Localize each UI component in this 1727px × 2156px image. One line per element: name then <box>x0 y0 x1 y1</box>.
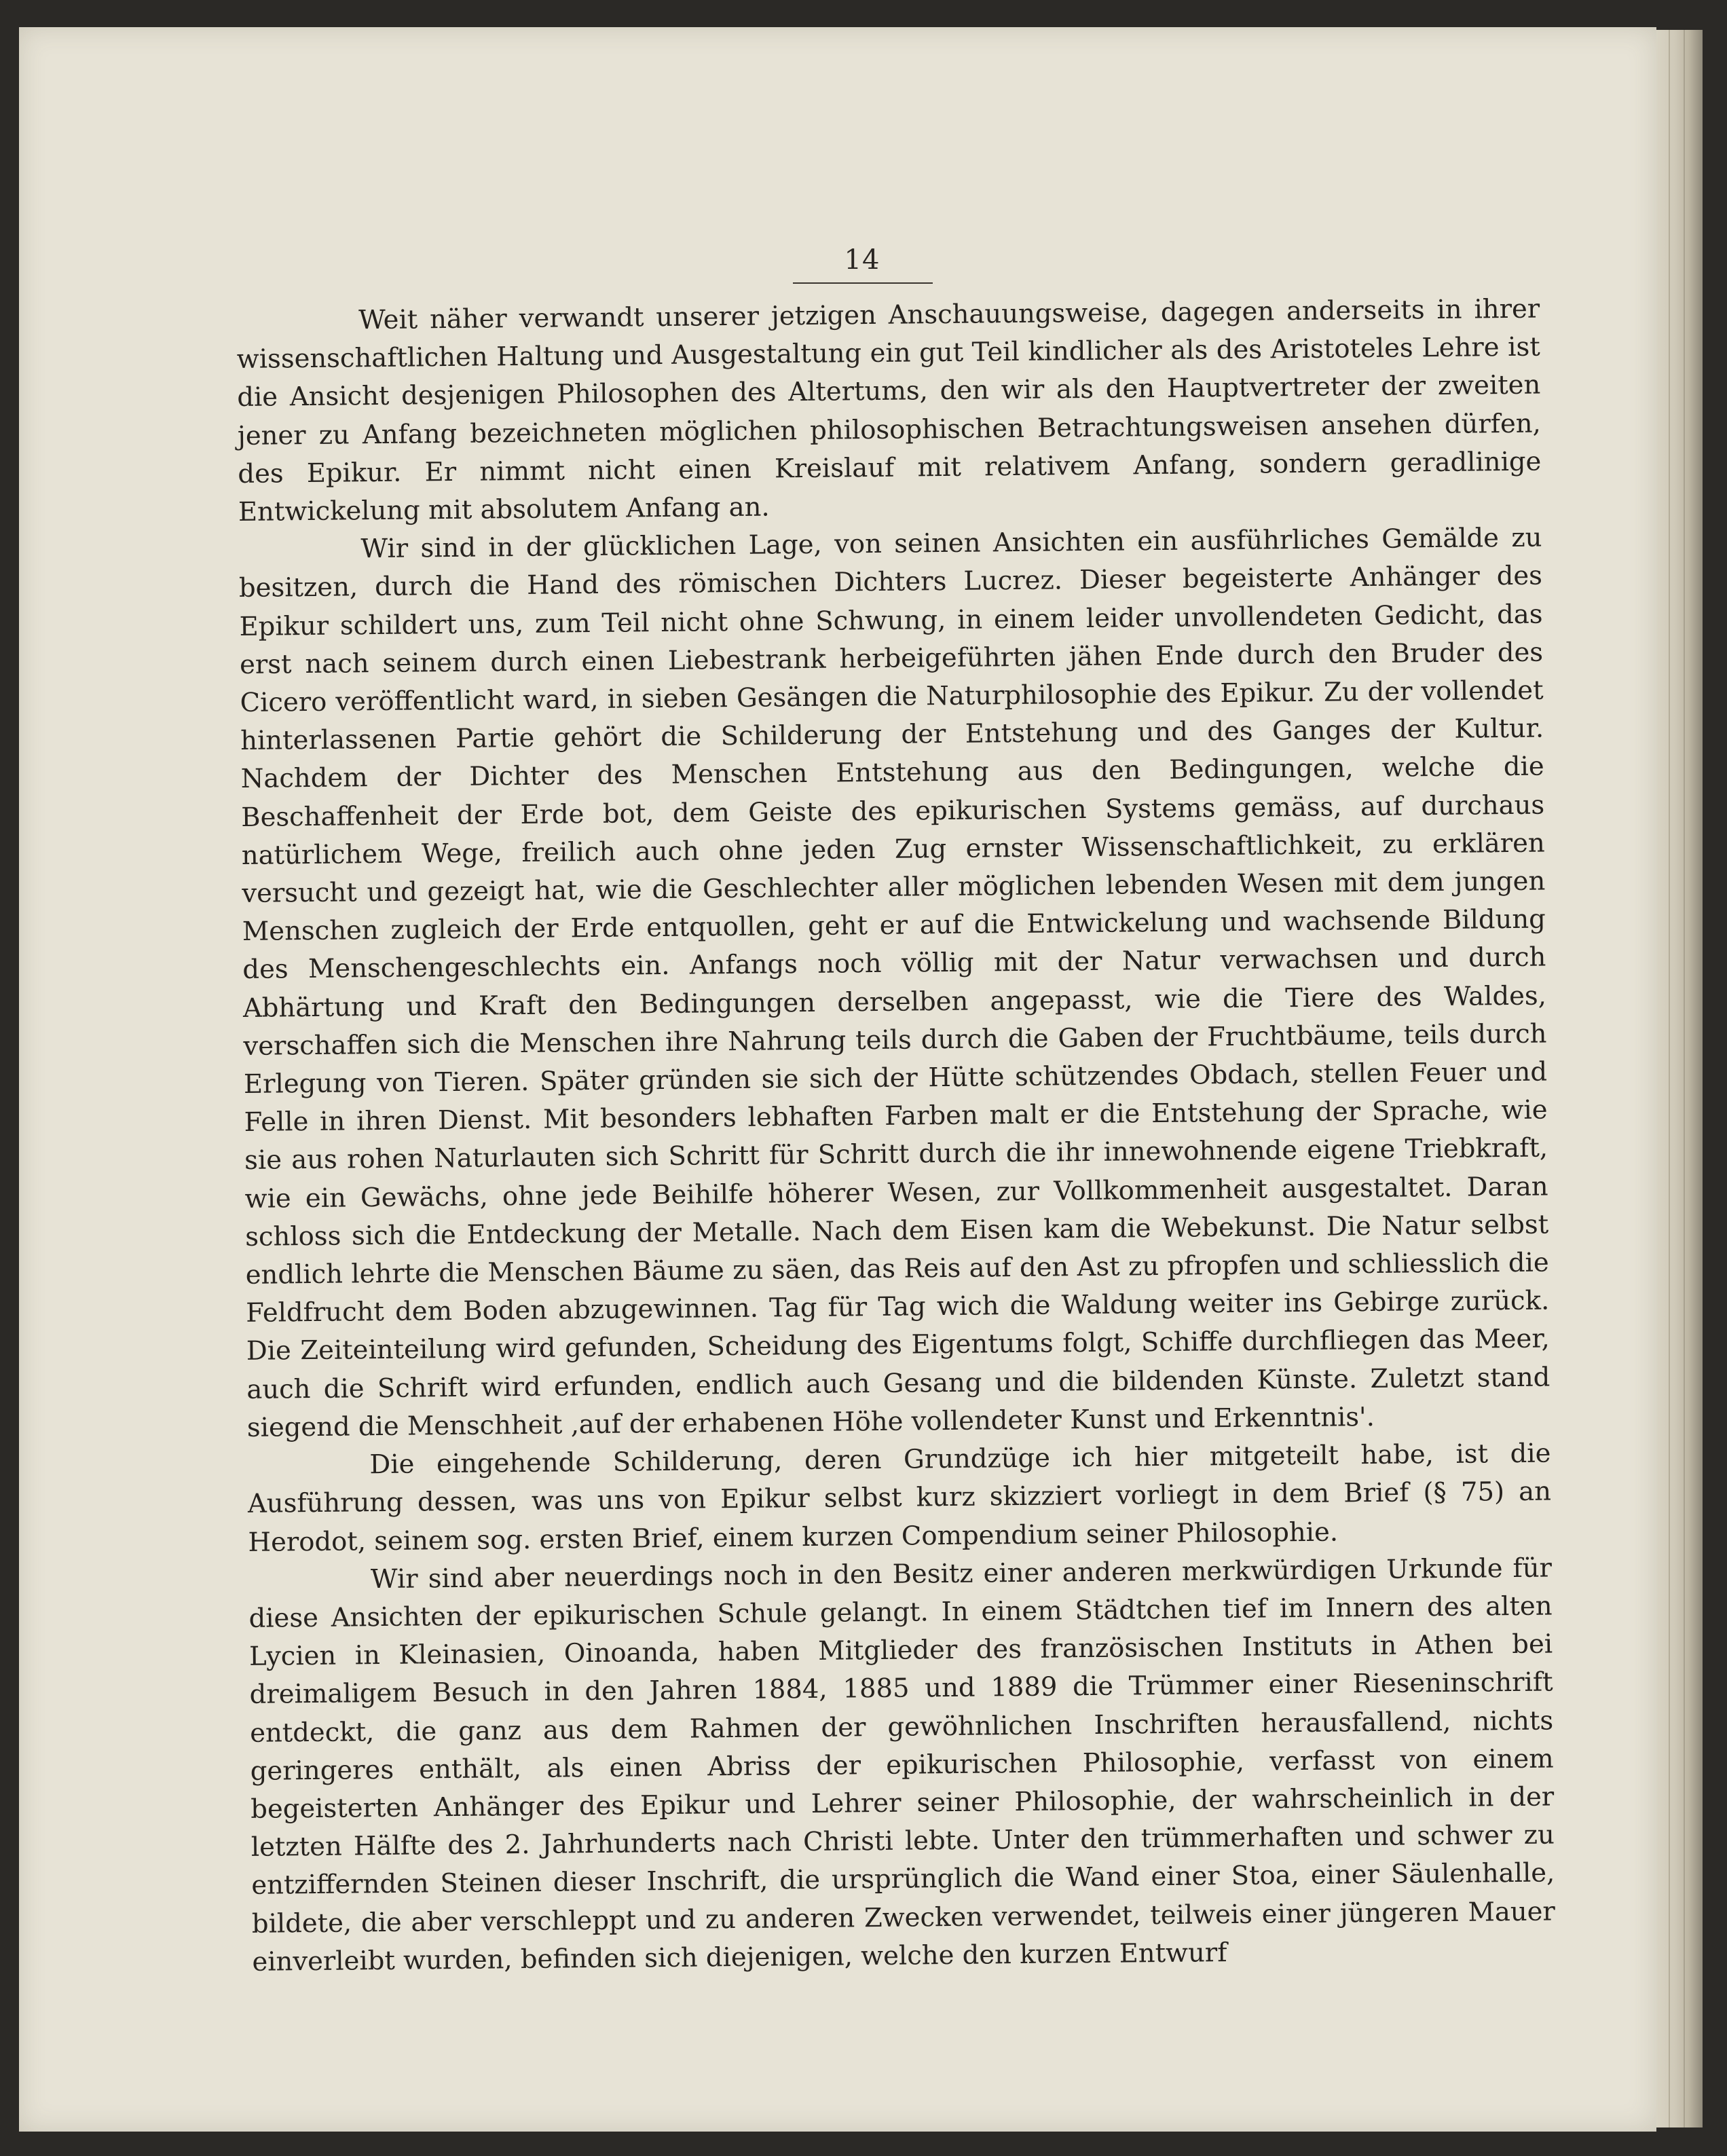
page-number: 14 <box>844 244 880 276</box>
paragraph: Die eingehende Schilderung, deren Grundzüge ich hier mitgeteilt habe, ist die Ausführung dessen, was uns von Epikur selbst kurz skizziert vorliegt in dem Brief (§ 75) an Herodot, seinem sog. ersten Brief, einem kurzen Compendium seiner Philosophie. <box>247 1438 1552 1558</box>
paragraph: Wir sind in der glücklichen Lage, von seinen Ansichten ein ausführliches Gemälde zu besitzen, durch die Hand des römischen Dichters Lucrez. Dieser begeisterte Anhänger des Epikur schildert uns, zum Teil nicht ohne Schwung, in einem leider unvollendeten Gedicht, das erst nach seinem durch einen Liebestrank herbeigeführten jähen Ende durch den Bruder des Cicero veröffentlicht ward, in sieben Gesängen die Naturphilosophie des Epikur. Zu der vollendet hinterlassenen Partie gehört die Schilderung der Entstehung und des Ganges der Kultur. Nachdem der Dichter des Menschen Entstehung aus den Bedingungen, welche die Beschaffenheit der Erde bot, dem Geiste des epikurischen Systems gemäss, auf durchaus natürlichem Wege, freilich auch ohne jeden Zug ernster Wissenschaftlichkeit, zu erklären versucht und gezeigt hat, wie die Geschlechter aller möglichen lebenden Wesen mit dem jungen Menschen zugleich der Erde entquollen, geht er auf die Entwickelung und wachsende Bildung des Menschengeschlechts ein. Anfangs noch völlig mit der Natur verwachsen und durch Abhärtung und Kraft den Bedingungen derselben angepasst, wie die Tiere des Waldes, verschaffen sich die Menschen ihre Nahrung teils durch die Gaben der Fruchtbäume, teils durch Erlegung von Tieren. Später gründen sie sich der Hütte schützendes Obdach, stellen Feuer und Felle in ihren Dienst. Mit besonders lebhaften Farben malt er die Entstehung der Sprache, wie sie aus rohen Naturlauten sich Schritt für Schritt durch die ihr innewohnende eigene Triebkraft, wie ein Gewächs, ohne jede Beihilfe höherer Wesen, zur Vollkommenheit ausgestaltet. Daran schloss sich die Entdeckung der Metalle. Nach dem Eisen kam die Webekunst. Die Natur selbst endlich lehrte die Menschen Bäume zu säen, das Reis auf den Ast zu pfropfen und schliesslich die Feldfrucht dem Boden abzugewinnen. Tag für Tag wich die Waldung weiter ins Gebirge zurück. Die Zeiteinteilung wird gefunden, Scheidung des Eigentums folgt, Schiffe durchfliegen das Meer, auch die Schrift wird erfunden, endlich auch Gesang und die bildenden Künste. Zuletzt stand siegend die Menschheit ‚auf der erhabenen Höhe vollendeter Kunst und Erkenntnis'. <box>238 522 1550 1443</box>
paragraph: Weit näher verwandt unserer jetzigen Anschauungsweise, dagegen anderseits in ihrer wissenschaftlichen Haltung und Ausgestaltung ein gut Teil kindlicher als des Aristoteles Lehre ist die Ansicht desjenigen Philosophen des Altertums, den wir als den Hauptvertreter der zweiten jener zu Anfang bezeichneten möglichen philosophischen Betrachtungsweisen ansehen dürfen, des Epikur. Er nimmt nicht einen Kreislauf mit relativem Anfang, sondern geradlinige Entwickelung mit absolutem Anfang an. <box>236 293 1542 528</box>
body-text <box>236 291 1556 1982</box>
next-page-edge <box>1656 30 1703 2127</box>
paragraph: Wir sind aber neuerdings noch in den Besitz einer anderen merkwürdigen Urkunde für diese Ansichten der epikurischen Schule gelangt. In einem Städtchen tief im Innern des alten Lycien in Kleinasien, Oinoanda, haben Mitglieder des französischen Instituts in Athen bei dreimaligem Besuch in den Jahren 1884, 1885 und 1889 die Trümmer einer Rieseninschrift entdeckt, die ganz aus dem Rahmen der gewöhnlichen Inschriften herausfallend, nichts geringeres enthält, als einen Abriss der epikurischen Philosophie, verfasst von einem begeisterten Anhänger des Epikur und Lehrer seiner Philosophie, der wahrscheinlich in der letzten Hälfte des 2. Jahrhunderts nach Christi lebte. Unter den trümmerhaften und schwer zu entziffernden Steinen dieser Inschrift, die ursprünglich die Wand einer Stoa, einer Säulenhalle, bildete, die aber verschleppt und zu anderen Zwecken verwendet, teilweis einer jüngeren Mauer einverleibt wurden, befinden sich diejenigen, welche den kurzen Entwurf <box>248 1553 1556 1977</box>
page-number-rule <box>793 282 933 284</box>
